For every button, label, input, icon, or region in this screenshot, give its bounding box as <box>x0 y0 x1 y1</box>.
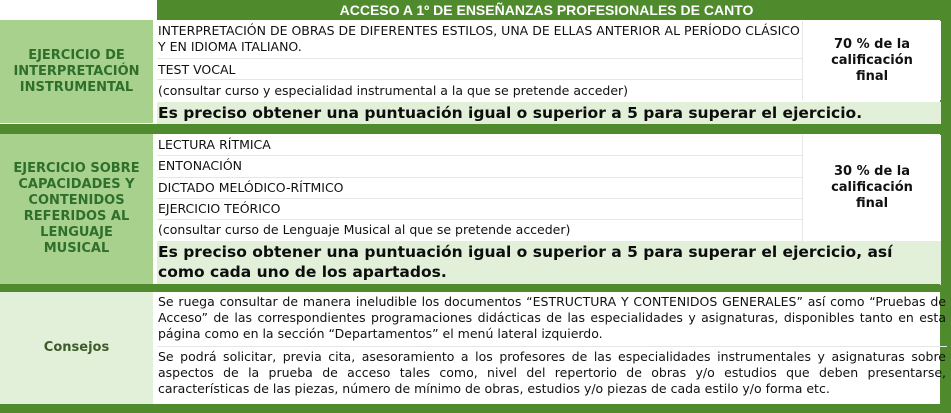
table-title <box>157 0 940 20</box>
advice-paragraph-2: Se podrá solicitar, previa cita, asesoramiento a los profesores de las especialidades instrumentales y asignaturas sobre aspectos de la prueba de acceso tales como, nivel del repertorio de obras y/o estudios que deben presentarse, características de las piezas, número de mínimo de obras, estudios y/o piezas de cada estilo y/o forma etc. <box>158 349 946 397</box>
section2-label: EJERCICIO SOBRE CAPACIDADES Y CONTENIDOS REFERIDOS AL LENGUAJE MUSICAL <box>13 161 140 256</box>
row-divider <box>157 177 802 178</box>
section1-item-3: (consultar curso y especialidad instrumental a la que se pretende acceder) <box>158 83 629 98</box>
section1-label-cell <box>0 20 153 123</box>
section2-label-cell <box>0 134 153 284</box>
section2-score-text: 30 % de la calificación final <box>831 164 913 211</box>
section1-item-2: TEST VOCAL <box>158 62 236 77</box>
divider <box>153 292 157 404</box>
section1-note: Es preciso obtener una puntuación igual o superior a 5 para superar el ejercicio. <box>157 102 941 124</box>
advice-paragraph-1: Se ruega consultar de manera ineludible los documentos “ESTRUCTURA Y CONTENIDOS GENERALES” así como “Pruebas de Acceso” de las correspondientes programaciones didácticas de las especialidades y asignaturas, disponibles tanto en esta página como en la sección “Departamentos” el menú lateral izquierdo. <box>158 294 946 342</box>
section2-score <box>802 135 941 241</box>
row-divider <box>157 58 802 59</box>
section2-item-2: ENTONACIÓN <box>158 158 243 173</box>
row-divider <box>157 155 802 156</box>
section2-item-3: DICTADO MELÓDICO-RÍTMICO <box>158 180 344 195</box>
row-divider <box>157 198 802 199</box>
section1-item-1: INTERPRETACIÓN DE OBRAS DE DIFERENTES ESTILOS, UNA DE ELLAS ANTERIOR AL PERÍODO CLÁSICO Y EN IDIOMA ITALIANO. <box>158 23 800 54</box>
section1-score <box>802 21 941 100</box>
section2-item-5: (consultar curso de Lenguaje Musical al que se pretende acceder) <box>158 222 571 237</box>
section3-label-cell <box>0 292 153 404</box>
row-divider <box>157 346 947 347</box>
bottom-border <box>0 404 940 413</box>
section1-score-text: 70 % de la calificación final <box>831 36 913 84</box>
section1-label: EJERCICIO DE INTERPRETACIÓN INSTRUMENTAL <box>13 47 140 95</box>
row-divider <box>157 219 802 220</box>
section2-item-4: EJERCICIO TEÓRICO <box>158 201 281 216</box>
section2-item-1: LECTURA RÍTMICA <box>158 137 271 152</box>
section2-note: Es preciso obtener una puntuación igual o superior a 5 para superar el ejercicio, así como cada uno de los apartados. <box>157 241 941 285</box>
row-divider <box>157 79 802 80</box>
section3-label: Consejos <box>43 340 110 355</box>
section-separator <box>0 124 940 134</box>
table-title-text: ACCESO A 1º DE ENSEÑANZAS PROFESIONALES DE CANTO <box>339 2 754 18</box>
section-separator <box>0 284 940 292</box>
